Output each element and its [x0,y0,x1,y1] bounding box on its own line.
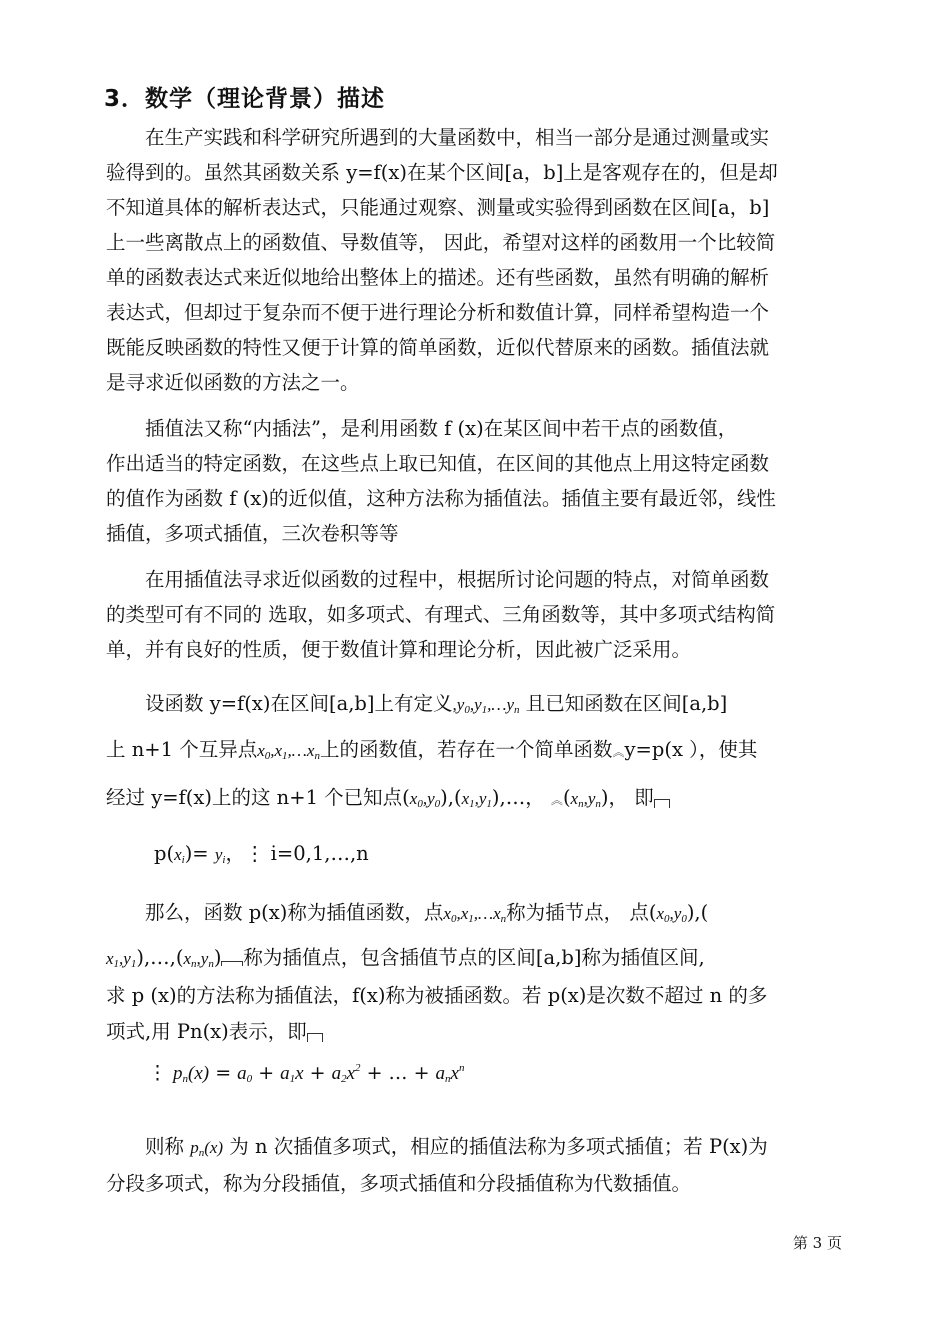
paragraph-1-line: 在生产实践和科学研究所遇到的大量函数中，相当一部分是通过测量或实 [145,126,770,149]
paragraph-4-line-3: 经过 y=f(x)上的这 n+1 个已知点$(x_0,y_0),(x_1,y_1),\dots$， $︽(x_n,y_n)$， 即 [106,782,670,810]
paragraph-1-line: 既能反映函数的特性又便于计算的简单函数，近似代替原来的函数。插值法就 [106,336,770,359]
paragraph-3-line: 的类型可有不同的 选取，如多项式、有理式、三角函数等，其中多项式结构简 [106,603,776,626]
paragraph-5-line-1: 那么，函数 p(x)称为插值函数，点$x_0,x_1,\dots x_n$称为插节点， 点$(x_0,y_0)$,( [145,901,709,925]
paragraph-1-line: 表达式，但却过于复杂而不便于进行理论分析和数值计算，同样希望构造一个 [106,301,770,324]
caret-mark-icon: ︽ [612,745,625,759]
paragraph-1-line: 验得到的。虽然其函数关系 y=f(x)在某个区间[a，b]上是客观存在的，但是却 [106,161,778,184]
paragraph-4-line-1: 设函数 y=f(x)在区间[a,b]上有定义$,y_0,y_1,\dots y_n$ 且已知函数在区间[a,b] [145,692,728,716]
paragraph-1-line: 不知道具体的解析表达式，只能通过观察、测量或实验得到函数在区间[a，b] [106,196,770,219]
paragraph-2-line: 作出适当的特定函数，在这些点上取已知值，在区间的其他点上用这特定函数 [106,452,770,475]
polynomial-formula: ⋮ $p_n(x) = a_0 + a_1x + a_2x^2$ + … + $a_nx^n$ [148,1062,465,1085]
paragraph-2-line: 插值法又称“内插法”，是利用函数 f (x)在某区间中若干点的函数值， [145,417,738,440]
paragraph-2-line: 插值，多项式插值，三次卷积等等 [106,522,399,545]
page-number: 第 3 页 [792,1234,842,1252]
paragraph-5-line-3: 求 p (x)的方法称为插值法，f(x)称为被插函数。若 p(x)是次数不超过 n 的多 [106,984,768,1007]
paragraph-5-line-2: $x_1,y_1),\dots,(x_n,y_n)$ 称为插值点，包含插值节点的区间[a,b]称为插值区间, [106,946,705,970]
paragraph-1-line: 上一些离散点上的函数值、导数值等， 因此，希望对这样的函数用一个比较简 [106,231,776,254]
bracket-mark-icon [654,799,670,808]
bracket-mark-icon [221,961,243,966]
paragraph-3-line: 单，并有良好的性质，便于数值计算和理论分析，因此被广泛采用。 [106,638,692,661]
paragraph-6-line-1: 则称 $p_n(x)$ 为 n 次插值多项式，相应的插值法称为多项式插值；若 P(x)为 [145,1135,768,1159]
paragraph-1-line: 单的函数表达式来近似地给出整体上的描述。还有些函数，虽然有明确的解析 [106,266,770,289]
interpolation-condition: $p(x_i)= y_i$，⋮ i=0,1,…,n [154,842,369,866]
paragraph-6-line-2: 分段多项式，称为分段插值，多项式插值和分段插值称为代数插值。 [106,1172,692,1195]
paragraph-5-line-4: 项式,用 Pn(x)表示，即 [106,1016,323,1044]
paragraph-3-line: 在用插值法寻求近似函数的过程中，根据所讨论问题的特点，对简单函数 [145,568,770,591]
paragraph-2-line: 的值作为函数 f (x)的近似值，这种方法称为插值法。插值主要有最近邻，线性 [106,487,776,510]
paragraph-1-line: 是寻求近似函数的方法之一。 [106,371,360,394]
bracket-mark-icon [307,1033,323,1042]
paragraph-4-line-2: 上 n+1 个互异点$x_0,x_1,\dots x_n$上的函数值，若存在一个简单函数︽y=p(x ），使其 [106,738,758,762]
caret-mark-icon: ︽ [550,793,563,807]
section-heading: 3．数学（理论背景）描述 [104,86,386,112]
